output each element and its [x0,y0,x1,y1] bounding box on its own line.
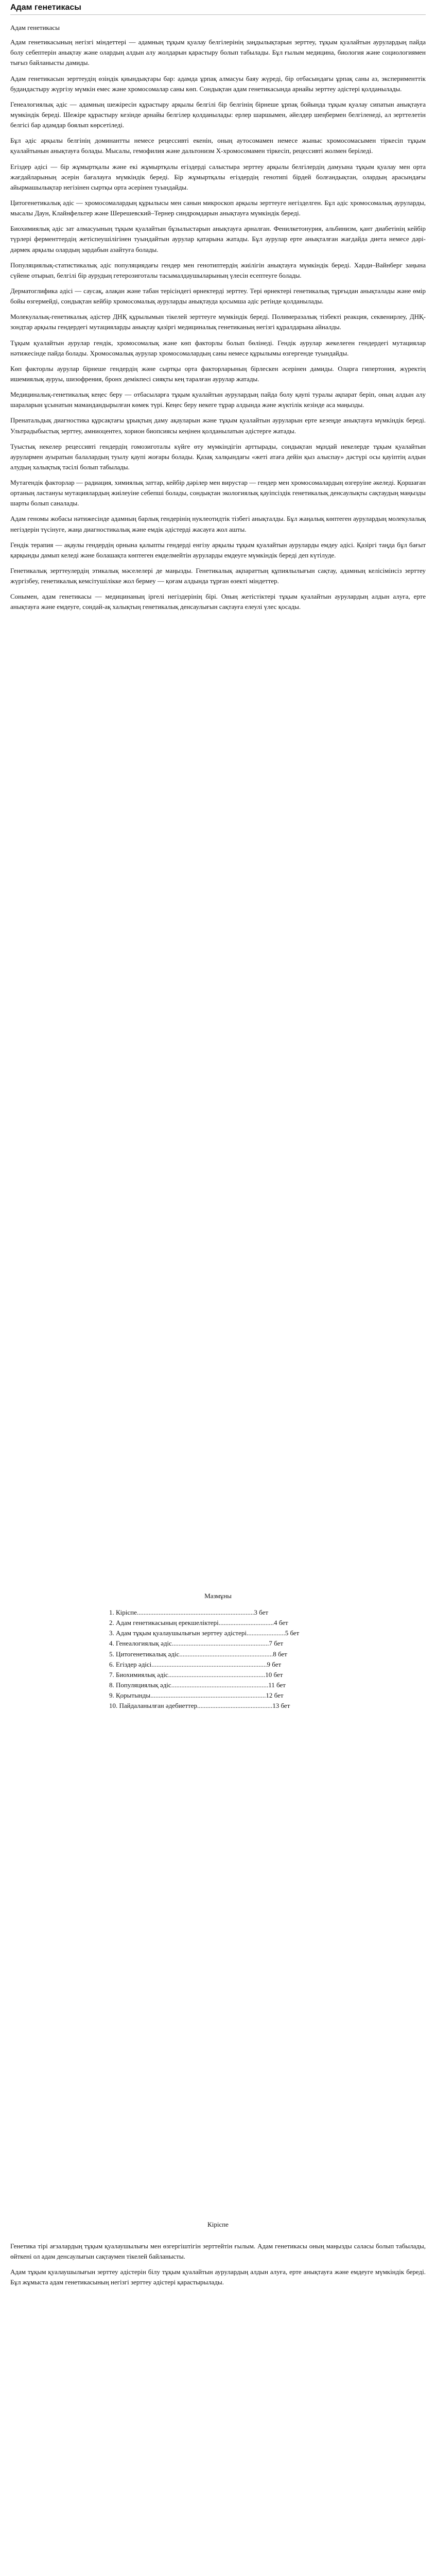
toc-item: 8. Популяциялық әдіс..........................................................11 бет [109,1681,286,1689]
toc-item: 5. Цитогенетикалық әдіс........................................................8 бет [109,1650,287,1658]
intro-paragraph: Сонымен, адам генетикасы — медицинаның іргелі негіздерінің бірі. Оның жетістіктері тұқым қуалайтын аурулардың алдын алуға, ерте анықтауға және емдеуге, сондай-ақ халықтың генетикалық денсаулығын сақтауға елеулі үлес қосады. [10,592,426,611]
intro-paragraph: Гендік терапия — ақаулы гендердің орнына қалыпты гендерді енгізу арқылы тұқым қуалайтын ауруларды емдеу әдісі. Қазіргі таңда бұл бағыт қарқынды дамып келеді және болашақта көптеген емделмейтін ауруларды емдеуге мүмкіндік береді деп күтілуде. [10,540,426,559]
intro-paragraph: Цитогенетикалық әдіс — хромосомалардың құрылысы мен санын микроскоп арқылы зерттеуге негізделген. Бұл әдіс хромосомалық ауруларды, мысалы Даун, Клайнфельтер және Шерешевский–Тернер синдромдарын анықтауға мүмкіндік береді. [10,198,426,217]
document-title: Адам генетикасы [10,3,81,12]
intro-paragraph: Адам геномы жобасы нәтижесінде адамның барлық гендерінің нуклеотидтік тізбегі анықталды. Бұл жаңалық көптеген аурулардың молекулалық негіздерін түсінуге, жаңа диагностикалық және емдік әдістерді жасауға жол ашты. [10,515,426,533]
intro-paragraph: Дерматоглифика әдісі — саусақ, алақан және табан терісіндегі өрнектерді зерттеу. Тері өрнектері генетикалық тұрғыдан анықталады және өмір бойы өзгермейді, сондықтан кейбір хромосомалық ауруларды анықтауда қосымша әдіс ретінде қолданылады. [10,286,426,306]
intro-paragraph: Мутагендік факторлар — радиация, химиялық заттар, кейбір дәрілер мен вирустар — гендер мен хромосомалардың өзгеруіне әкеледі. Қоршаған ортаның ластануы мутациялардың жиілеуіне себепші болады, сондықтан экологиялық қауіпсіздік генетикалық денсаулықты сақтаудың маңызды шарты болып саналады. [10,479,426,507]
toc-item: 7. Биохимиялық әдіс..........................................................10 бет [109,1670,283,1679]
toc-item: 6. Егіздер әдісі.....................................................................9 бет [109,1660,282,1668]
intro-section [10,23,426,618]
intro-paragraph: Адам генетикасын зерттеудің өзіндік қиындықтары бар: адамда ұрпақ алмасуы баяу жүреді, бір отбасындағы ұрпақ саны аз, эксперименттік будандастыру жүргізу мүмкін емес және хромосомалар саны көп. Сондықтан адам генетикасында арнайы зерттеу әдістері қолданылады. [10,74,426,93]
kirispe-section [10,2241,426,2293]
intro-paragraph: Медициналық-генетикалық кеңес беру — отбасыларға тұқым қуалайтын аурулардың пайда болу қаупі туралы ақпарат беріп, оның алдын алу шараларын ұсынатын мамандандырылған көмек түрі. Кеңес беру некеге тұрар алдында және жүктілік кезінде аса маңызды. [10,391,426,409]
intro-paragraph: Адам генетикасының негізгі міндеттері — адамның тұқым қуалау белгілерінің заңдылықтарын зерттеу, тұқым қуалайтын аурулардың пайда болу себептерін анықтау және олардың алдын алу жолдарын қарастыру болып табылады. Бұл ғылым медицина, биология және социологиямен тығыз байланысты дамиды. [10,38,426,67]
kirispe-paragraph: Генетика тірі ағзалардың тұқым қуалаушылығы мен өзгергіштігін зерттейтін ғылым. Адам генетикасы оның маңызды саласы болып табылады, өйткені ол адам денсаулығын сақтаумен тікелей байланысты. [10,2242,426,2261]
kirispe-heading: Кіріспе [207,2221,229,2228]
intro-paragraph: Пренатальдық диагностика құрсақтағы ұрықтың даму ақауларын және тұқым қуалайтын ауруларын ерте кезеңде анықтауға мүмкіндік береді. Ультрадыбыстық зерттеу, амниоцентез, хорион биопсиясы кеңінен қолданылатын әдістерге жатады. [10,416,426,435]
toc-list [109,1607,299,1711]
intro-paragraph: Генеалогиялық әдіс — адамның шежіресін құрастыру арқылы белгілі бір белгінің бірнеше ұрпақ бойында тұқым қуалау сипатын анықтауға мүмкіндік береді. Шежіре құрастыру кезінде арнайы белгілер қолданылады: ерлер шаршымен, әйелдер шеңбермен белгіленеді, ал зерттелетін белгісі бар адамдар боялып көрсетіледі. [10,100,426,129]
intro-paragraph: Биохимиялық әдіс зат алмасуының тұқым қуалайтын бұзылыстарын анықтауға арналған. Фенилкетонурия, альбинизм, қант диабетінің кейбір түрлері ферменттердің жетіспеушілігінен туындайтын аурулар қатарына жатады. Бұл аурулар ерте анықталған жағдайда диета немесе дәрі-дәрмек арқылы олардың зардабын азайтуға болады. [10,225,426,253]
toc-item: 2. Адам генетикасының ерекшеліктері.................................4 бет [109,1619,288,1627]
toc-heading: Мазмұны [204,1592,232,1600]
toc-item: 4. Генеалогиялық әдіс..........................................................7 бет [109,1639,284,1648]
intro-paragraph: Бұл әдіс арқылы белгінің доминантты немесе рецессивті екенін, оның аутосомамен немесе жыныс хромосомасымен тіркесіп тұқым қуалайтынын анықтауға болады. Мысалы, гемофилия және дальтонизм Х-хромосомамен тіркесіп, рецессивті жолмен беріледі. [10,137,426,155]
toc-item: 9. Қорытынды.....................................................................12 бет [109,1691,284,1700]
intro-paragraph: Туыстық некелер рецессивті гендердің гомозиготалы күйге өту мүмкіндігін арттырады, сондықтан мұндай некелерде тұқым қуалайтын аурулармен ауыратын балалардың туылу қаупі жоғары болады. Қазақ халқындағы «жеті атаға дейін қыз алыспау» дәстүрі осы қауіптің алдын алудың халықтық тәсілі болып табылады. [10,442,426,471]
intro-paragraph: Егіздер әдісі — бір жұмыртқалы және екі жұмыртқалы егіздерді салыстыра зерттеу арқылы белгілердің дамуына тұқым қуалау мен орта жағдайларының әсерін бағалауға мүмкіндік береді. Бір жұмыртқалы егіздердің генотипі бірдей болғандықтан, олардың арасындағы айырмашылықтар негізінен сыртқы орта әсерінен туындайды. [10,162,426,191]
toc-item: 3. Адам тұқым қуалаушылығын зерттеу әдістері.......................5 бет [109,1629,300,1637]
intro-paragraph: Популяциялық-статистикалық әдіс популяциядағы гендер мен генотиптердің жиілігін анықтауға мүмкіндік береді. Харди–Вайнберг заңына сүйене отырып, белгілі бір аурудың гетерозиготалы тасымалдаушыларының үлесін есептеуге болады. [10,261,426,279]
intro-paragraph: Көп факторлы аурулар бірнеше гендердің және сыртқы орта факторларының бірлескен әсерінен дамиды. Оларға гипертония, жүректің ишемиялық ауруы, шизофрения, бронх демікпесі сияқты кең таралған аурулар жатады. [10,364,426,383]
kirispe-paragraph: Адам тұқым қуалаушылығын зерттеу әдістерін білу тұқым қуалайтын аурулардың алдын алуға, ерте анықтауға және емдеуге мүмкіндік береді. Бұл жұмыста адам генетикасының негізгі зерттеу әдістері қарастырылады. [10,2268,426,2286]
title-divider [10,14,426,15]
intro-heading: Адам генетикасы [10,24,60,31]
intro-paragraph: Тұқым қуалайтын аурулар гендік, хромосомалық және көп факторлы болып бөлінеді. Гендік аурулар жекелеген гендердегі мутациялар нәтижесінде пайда болады. Хромосомалық аурулар хромосомалардың саны немесе құрылымы өзгергенде туындайды. [10,338,426,357]
intro-paragraph: Молекулалық-генетикалық әдістер ДНҚ құрылымын тікелей зерттеуге мүмкіндік береді. Полимеразалық тізбекті реакция, секвенирлеу, ДНҚ-зондтар арқылы гендердегі мутацияларды анықтау қазіргі медициналық генетиканың негізгі құралдарына айналды. [10,313,426,331]
toc-item: 1. Кіріспе......................................................................3 бет [109,1608,269,1616]
intro-paragraph: Генетикалық зерттеулердің этикалық мәселелері де маңызды. Генетикалық ақпараттың құпиялылығын сақтау, адамның келісімінсіз зерттеу жүргізбеу, генетикалық кемсітушілікке жол бермеу — қоғам алдында тұрған өзекті міндеттер. [10,567,426,585]
toc-item: 10. Пайдаланылған әдебиеттер.............................................13 бет [109,1702,290,1710]
